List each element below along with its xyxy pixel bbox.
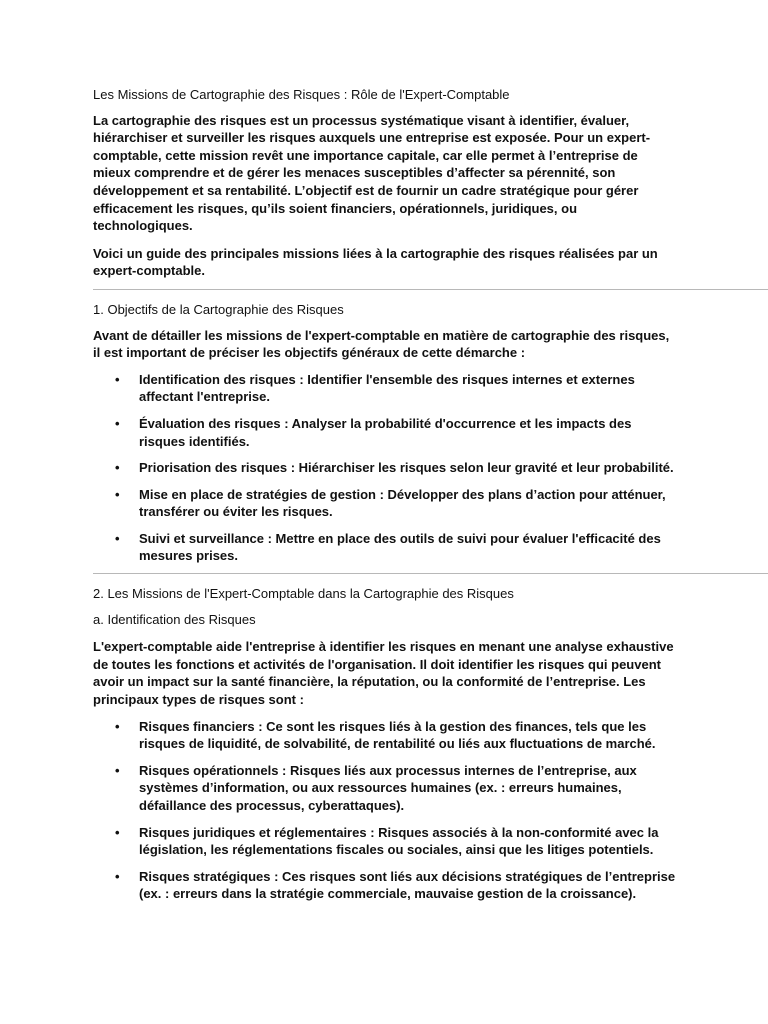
list-item: • Risques stratégiques : Ces risques sont liés aux décisions stratégiques de l’entreprise (ex. : erreurs dans la stratégie commerciale, mauvaise gestion de la croissance). xyxy=(115,868,676,902)
list-item: • Risques opérationnels : Risques liés aux processus internes de l’entreprise, aux systèmes d’information, ou aux ressources humaines (ex. : erreurs humaines, défaillance des processus, cyberattaques). xyxy=(115,762,637,813)
bullet-icon: • xyxy=(115,460,120,476)
section-2-heading: 2. Les Missions de l'Expert-Comptable dans la Cartographie des Risques xyxy=(93,586,514,602)
bullet-icon: • xyxy=(115,415,120,431)
section-2-subheading: a. Identification des Risques xyxy=(93,611,256,627)
document-page xyxy=(0,86,768,912)
section-1-heading: 1. Objectifs de la Cartographie des Risques xyxy=(93,301,344,317)
document-title: Les Missions de Cartographie des Risques : Rôle de l'Expert-Comptable xyxy=(93,87,510,102)
intro-paragraph-1: La cartographie des risques est un processus systématique visant à identifier, évaluer, hiérarchiser et surveiller les risques auxquels une entreprise est exposée. Pour un expert-comptable, cette mission revêt une importance capitale, car elle permet à l’entreprise de mieux comprendre et de gérer les menaces susceptibles d’affecter sa pérennité, son développement et sa rentabilité. L’objectif est de fournir un cadre stratégique pour gérer efficacement les risques, qu’ils soient financiers, opérationnels, juridiques, ou technologiques. xyxy=(93,112,651,234)
list-item: • Évaluation des risques : Analyser la probabilité d'occurrence et les impacts des risques identifiés. xyxy=(115,415,632,449)
bullet-icon: • xyxy=(115,824,120,840)
bullet-icon: • xyxy=(115,762,120,778)
list-item: • Risques financiers : Ce sont les risques liés à la gestion des finances, tels que les risques de liquidité, de solvabilité, de rentabilité ou liés aux fluctuations de marché. xyxy=(115,718,656,752)
section-1-list xyxy=(93,371,676,565)
intro-paragraph-2: Voici un guide des principales missions liées à la cartographie des risques réalisées par un expert-comptable. xyxy=(93,245,658,279)
bullet-icon: • xyxy=(115,530,120,546)
section-1-intro: Avant de détailler les missions de l'expert-comptable en matière de cartographie des risques, il est important de préciser les objectifs généraux de cette démarche : xyxy=(93,327,670,361)
bullet-icon: • xyxy=(115,718,120,734)
bullet-icon: • xyxy=(115,371,120,387)
horizontal-rule-2 xyxy=(93,573,768,574)
list-item: • Mise en place de stratégies de gestion : Développer des plans d’action pour atténuer, transférer ou éviter les risques. xyxy=(115,486,666,520)
list-item: • Suivi et surveillance : Mettre en place des outils de suivi pour évaluer l'efficacité des mesures prises. xyxy=(115,530,661,564)
list-item: • Priorisation des risques : Hiérarchiser les risques selon leur gravité et leur probabilité. xyxy=(115,460,674,476)
section-2-intro: L'expert-comptable aide l'entreprise à identifier les risques en menant une analyse exhaustive de toutes les fonctions et activités de l'organisation. Il doit identifier les risques qui peuvent avoir un impact sur la santé financière, la réputation, ou la conformité de l’entreprise. Les principaux types de risques sont : xyxy=(93,639,674,708)
list-item: • Risques juridiques et réglementaires : Risques associés à la non-conformité avec la législation, les réglementations fiscales ou sociales, ainsi que les litiges potentiels. xyxy=(115,824,659,858)
list-item: • Identification des risques : Identifier l'ensemble des risques internes et externes affectant l'entreprise. xyxy=(115,371,635,405)
bullet-icon: • xyxy=(115,868,120,884)
bullet-icon: • xyxy=(115,486,120,502)
horizontal-rule-1 xyxy=(93,289,768,290)
section-2-list xyxy=(93,718,676,903)
